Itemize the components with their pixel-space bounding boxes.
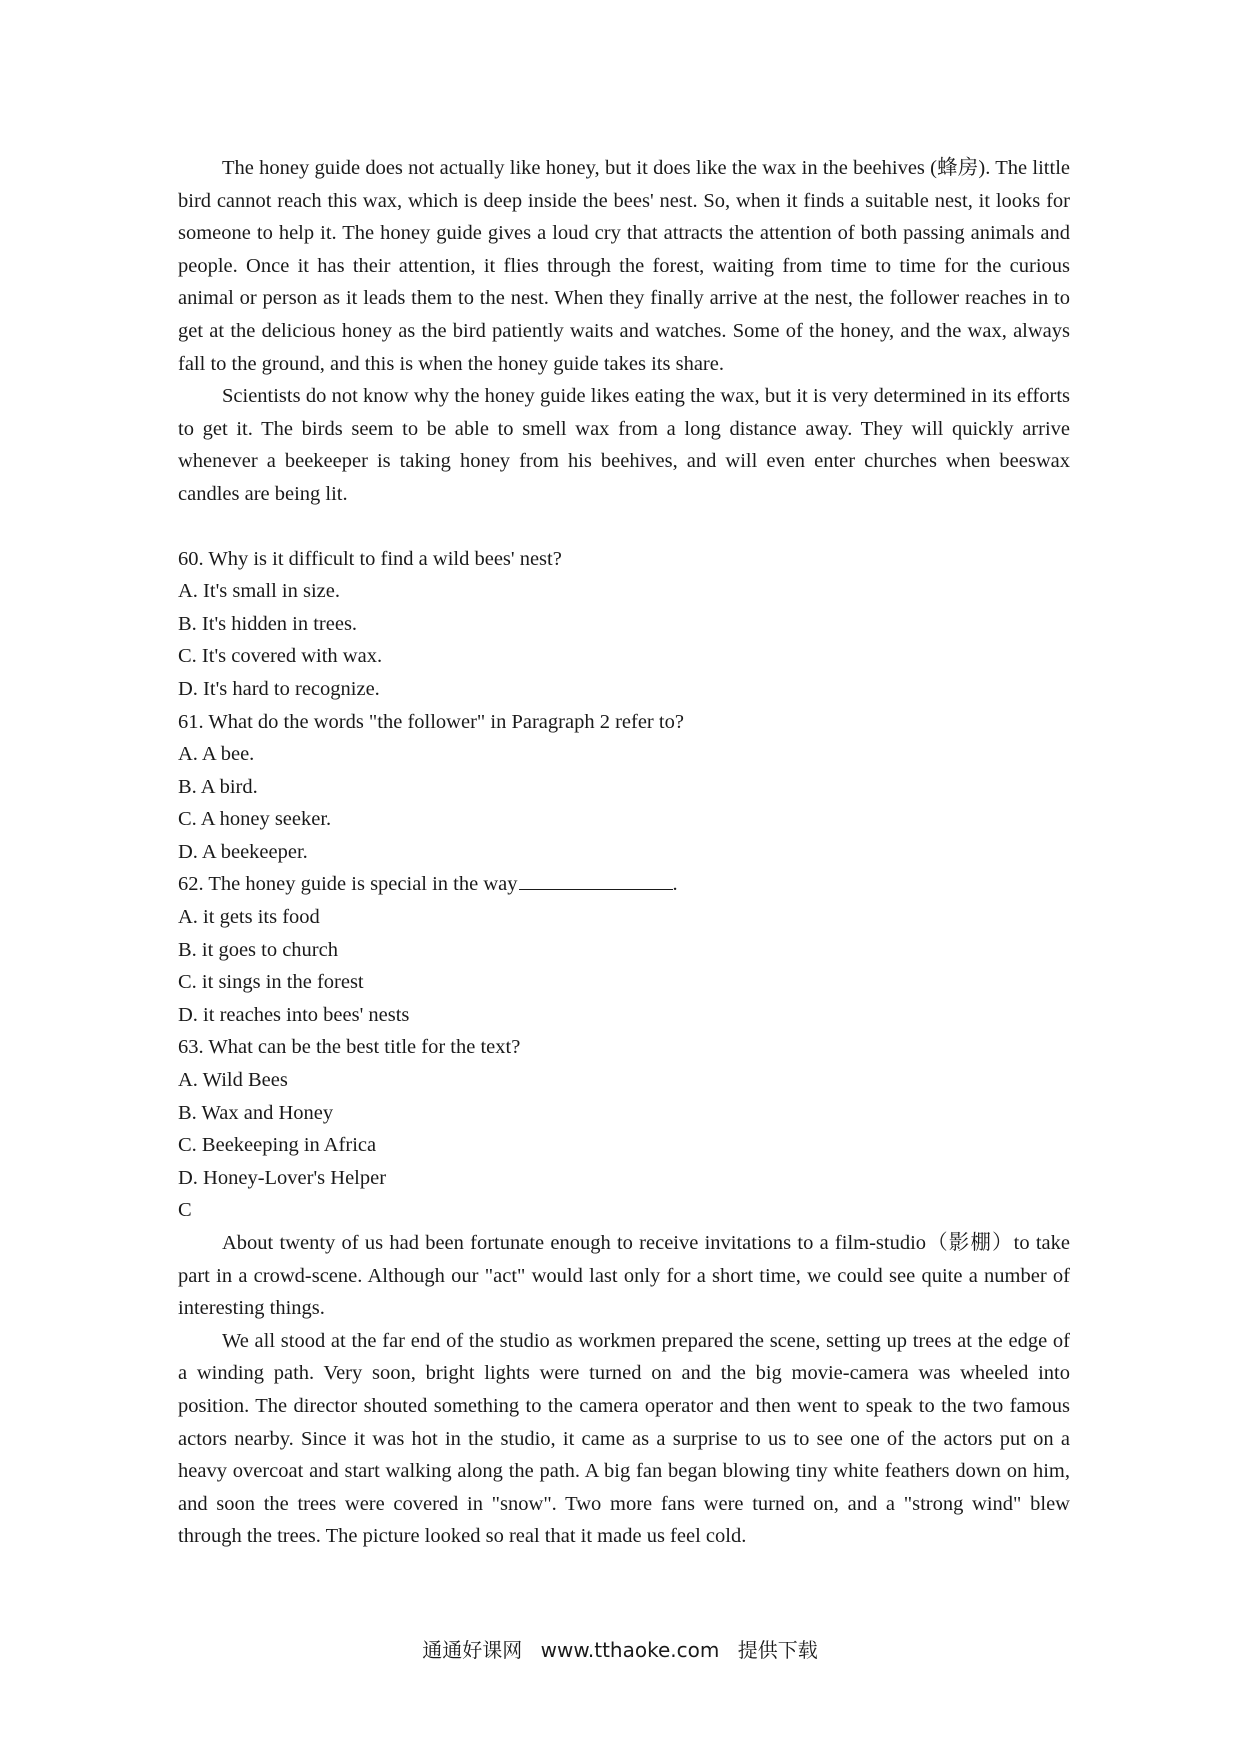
option: C. it sings in the forest	[178, 971, 364, 994]
option: A. It's small in size.	[178, 580, 340, 603]
footer-suffix: 提供下载	[737, 1638, 818, 1662]
option: C. It's covered with wax.	[178, 645, 383, 668]
question-61	[178, 706, 1070, 869]
option: D. A beekeeper.	[178, 840, 308, 863]
option: B. It's hidden in trees.	[178, 612, 358, 635]
option: A. it gets its food	[178, 906, 320, 929]
option: B. Wax and Honey	[178, 1101, 334, 1124]
answer-blank	[519, 869, 673, 890]
question-63	[178, 1031, 1070, 1194]
option: D. Honey-Lover's Helper	[178, 1166, 387, 1189]
question-stem: 61. What do the words "the follower" in Paragraph 2 refer to?	[178, 710, 684, 733]
option: B. A bird.	[178, 775, 258, 798]
passage-c-paragraph-1: About twenty of us had been fortunate enough to receive invitations to a film-studio（影棚）to take part in a crowd-scene. Although our "act" would last only for a short time, we could see quite a number of interesting things.	[178, 1232, 1070, 1320]
footer-url: www.tthaoke.com	[540, 1638, 720, 1662]
footer-site-name: 通通好课网	[422, 1638, 523, 1662]
option: A. A bee.	[178, 743, 255, 766]
question-stem: 60. Why is it difficult to find a wild bees' nest?	[178, 547, 562, 570]
question-60	[178, 543, 1070, 706]
spacer	[178, 511, 1070, 543]
question-stem: 62. The honey guide is special in the way	[178, 873, 518, 896]
passage-c-paragraph-2: We all stood at the far end of the studio as workmen prepared the scene, setting up trees at the edge of a winding path. Very soon, bright lights were turned on and the big movie-camera was wheeled into position. The director shouted something to the camera operator and then went to speak to the two famous actors nearby. Since it was hot in the studio, it came as a surprise to us to see one of the actors put on a heavy overcoat and start walking along the path. A big fan began blowing tiny white feathers down on him, and soon the trees were covered in "snow". Two more fans were turned on, and a "strong wind" blew through the trees. The picture looked so real that it made us feel cold.	[178, 1329, 1070, 1548]
question-stem-end: .	[672, 873, 678, 896]
question-62	[178, 868, 1070, 1031]
option: B. it goes to church	[178, 938, 338, 961]
question-stem: 63. What can be the best title for the text?	[178, 1036, 521, 1059]
document-body	[178, 152, 1070, 1553]
passage-b-paragraph-1: The honey guide does not actually like honey, but it does like the wax in the beehives (蜂房). The little bird cannot reach this wax, which is deep inside the bees' nest. So, when it finds a suitable nest, it looks for someone to help it. The honey guide gives a loud cry that attracts the attention of both passing animals and people. Once it has their attention, it flies through the forest, waiting from time to time for the curious animal or person as it leads them to the nest. When they finally arrive at the nest, the follower reaches in to get at the delicious honey as the bird patiently waits and watches. Some of the honey, and the wax, always fall to the ground, and this is when the honey guide takes its share.	[178, 157, 1070, 375]
option: C. A honey seeker.	[178, 808, 332, 831]
option: D. it reaches into bees' nests	[178, 1003, 410, 1026]
page-footer	[0, 1634, 1240, 1663]
question-stem-line	[178, 868, 1070, 901]
option: C. Beekeeping in Africa	[178, 1134, 377, 1157]
option: D. It's hard to recognize.	[178, 677, 380, 700]
passage-c-label: C	[178, 1199, 192, 1222]
option: A. Wild Bees	[178, 1069, 288, 1092]
passage-b-paragraph-2: Scientists do not know why the honey guide likes eating the wax, but it is very determined in its efforts to get it. The birds seem to be able to smell wax from a long distance away. They will quickly arrive whenever a beekeeper is taking honey from his beehives, and will even enter churches when beeswax candles are being lit.	[178, 385, 1070, 505]
